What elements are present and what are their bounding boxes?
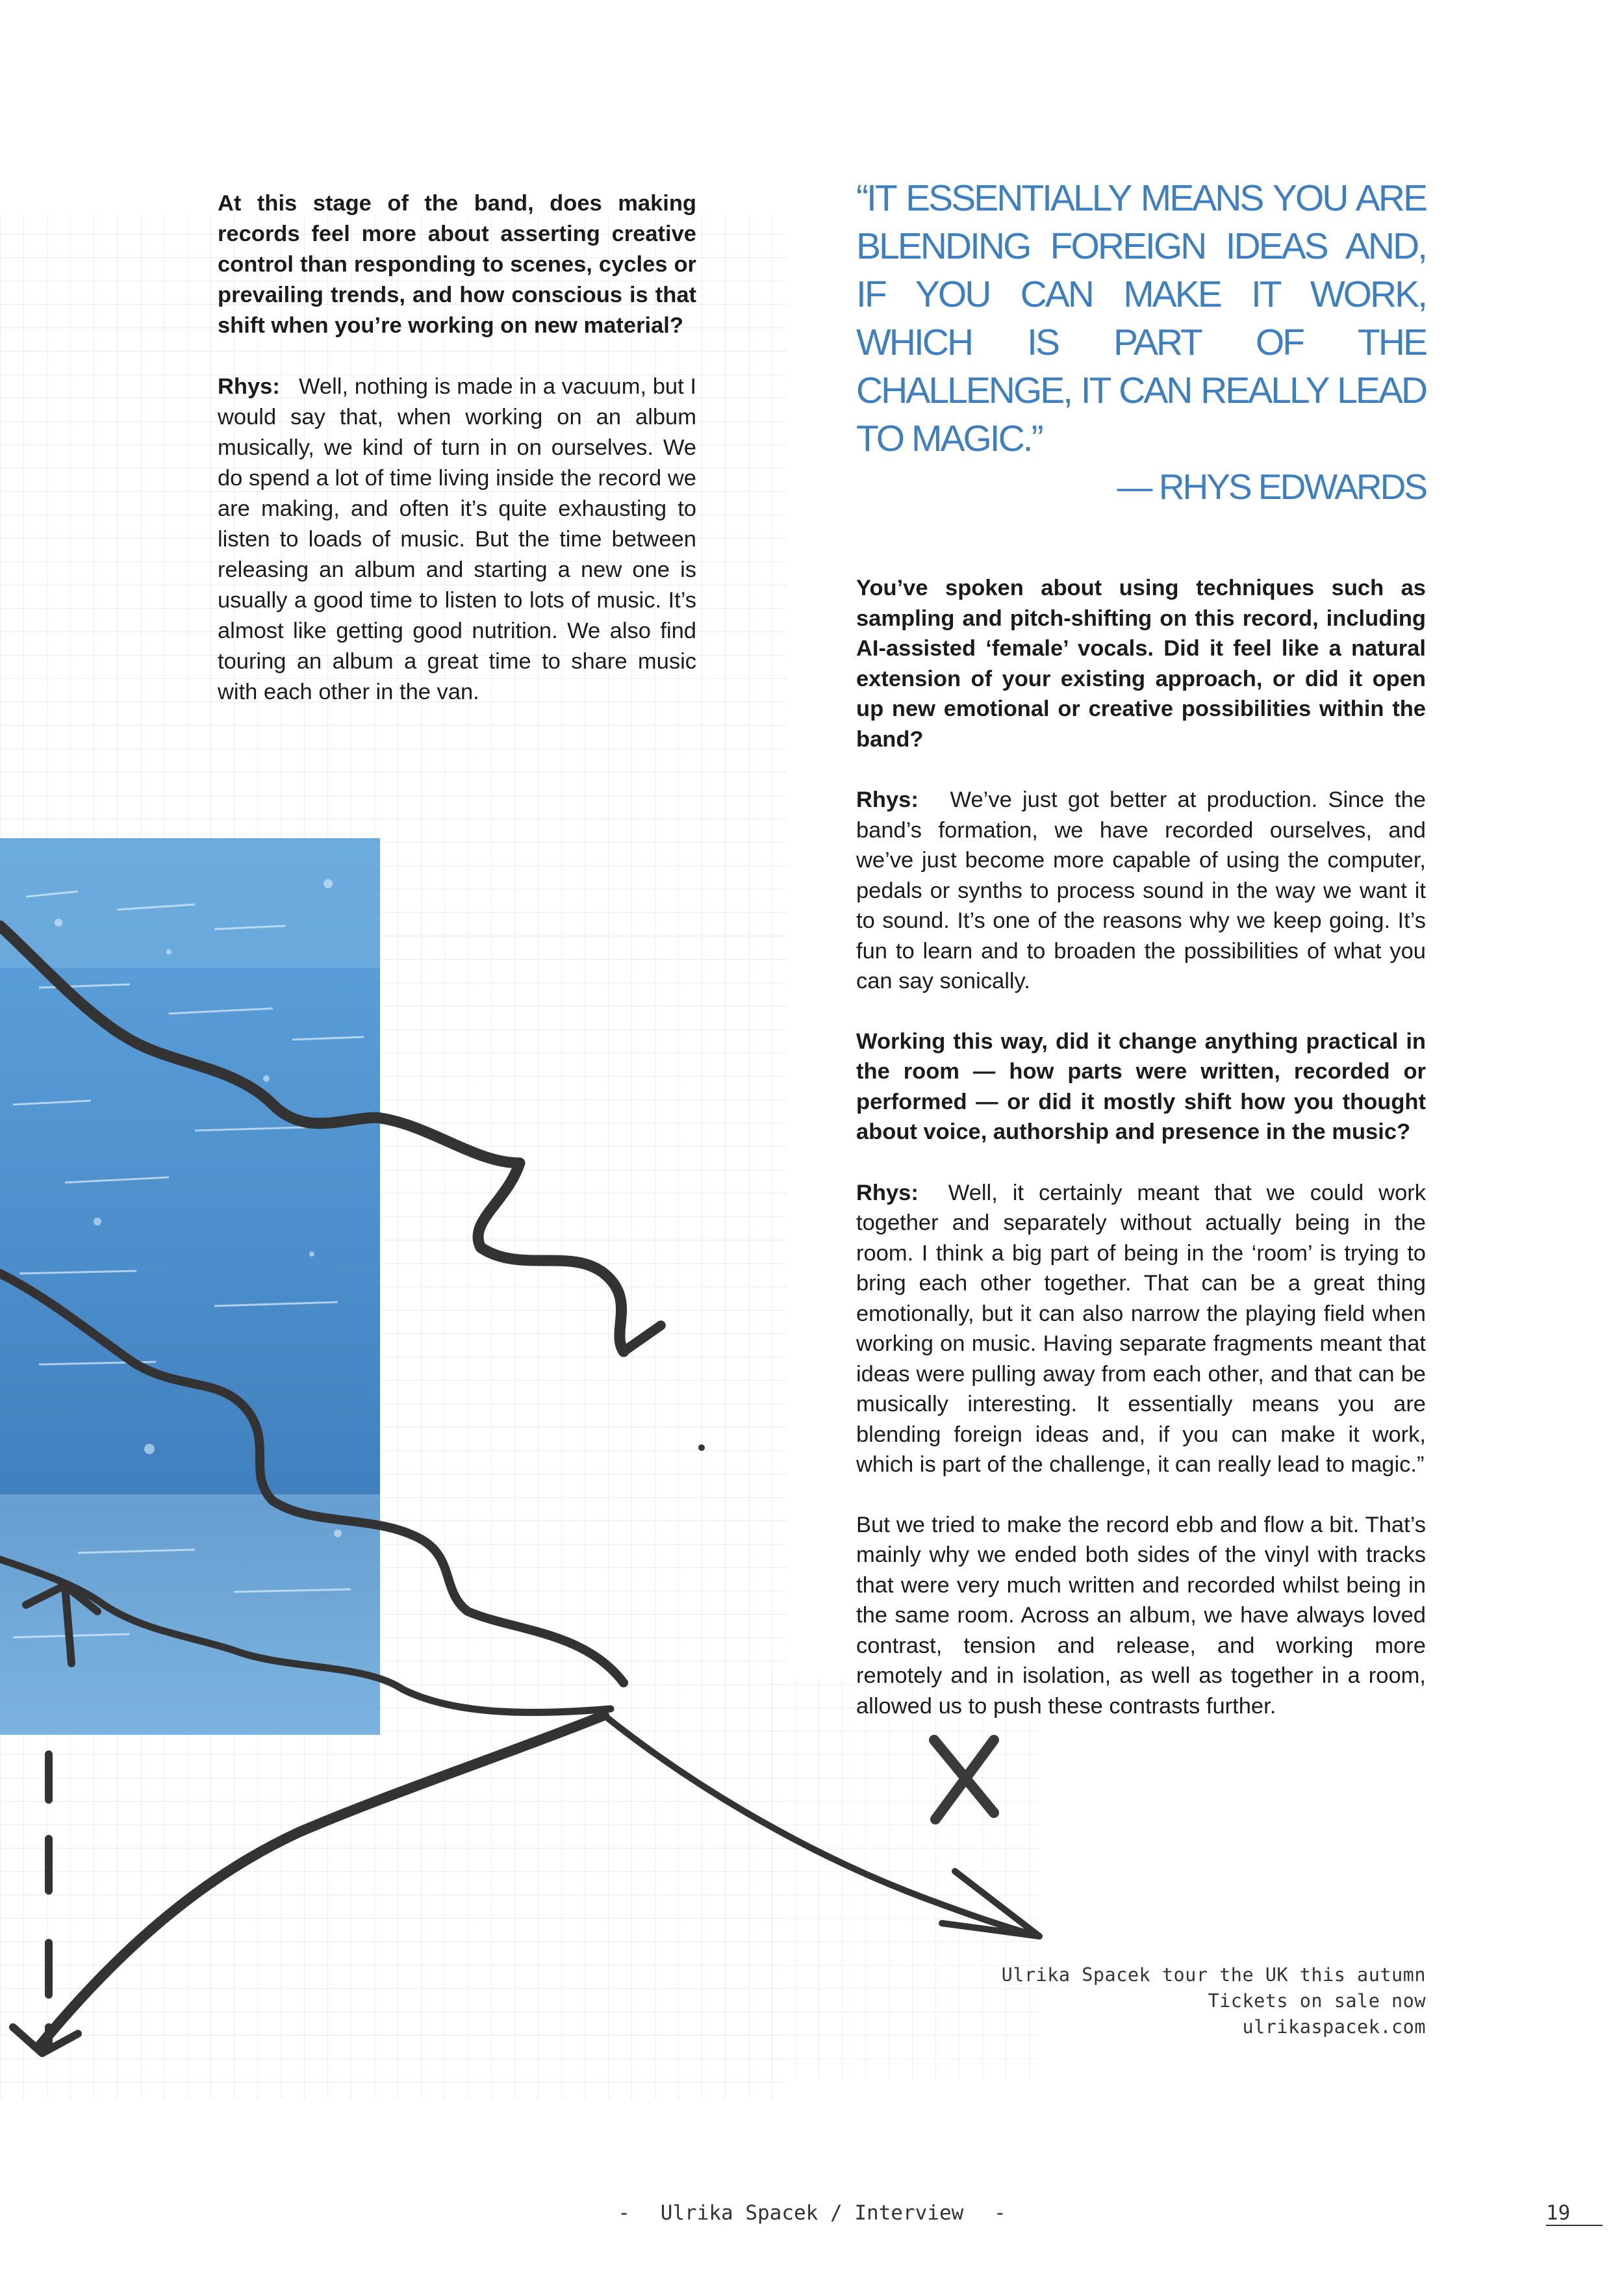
page-footer <box>0 2201 1624 2225</box>
page-number: 19 <box>1546 2201 1603 2226</box>
question-in-the-room: Working this way, did it change anything practical in the room — how parts were written, recorded or performed — or did it mostly shift how you thought about voice, authorship and presence in the music? <box>856 1029 1426 1144</box>
left-column <box>218 188 696 737</box>
answer-separately <box>856 1178 1426 1480</box>
footer-dash-right: - <box>993 2201 1006 2225</box>
answer-nutrition <box>218 372 696 708</box>
footer-section-title: Ulrika Spacek / Interview <box>660 2201 964 2225</box>
question-creative-control: At this stage of the band, does making records feel more about asserting creative control than responding to scenes, cycles or prevailing trends, and how conscious is that shift when you’re working on new material? <box>218 191 696 338</box>
pull-quote: “IT ESSENTIALLY MEANS YOU ARE BLENDING FOREIGN IDEAS AND, IF YOU CAN MAKE IT WORK, WHICH IS PART OF THE CHALLENGE, IT CAN REALLY LEAD TO MAGIC.” <box>856 177 1426 459</box>
right-column <box>856 174 1426 1751</box>
answer-text: Well, it certainly meant that we could work together and separately without actually being in the room. I think a big part of being in the ‘room’ is trying to bring each other together. That can be a great thing emotionally, but it can also narrow the playing field when working on music. Having separate fragments meant that ideas were pulling away from each other, and that can be musically interesting. It essentially means you are blending foreign ideas and, if you can make it work, which is part of the challenge, it can really lead to magic.” <box>856 1180 1426 1477</box>
answer-speaker: Rhys: <box>856 787 919 812</box>
tour-line: Ulrika Spacek tour the UK this autumn <box>1001 1964 1426 1986</box>
website-link[interactable]: ulrikaspacek.com <box>1242 2016 1426 2038</box>
answer-text: Well, nothing is made in a vacuum, but I would say that, when working on an album musically, we kind of turn in on ourselves. We do spend a lot of time living inside the record we are making, and often it’s quite exhausting to listen to loads of music. But the time between releasing an album and starting a new one is usually a good time to listen to lots of music. It’s almost like getting good nutrition. We also find touring an album a great time to share music with each other in the van. <box>218 374 696 704</box>
answer-production <box>856 785 1426 997</box>
cyanotype-photo <box>0 838 380 1735</box>
question-sampling: You’ve spoken about using techniques such as sampling and pitch-shifting on this record, including AI-assisted ‘female’ vocals. Did it feel like a natural extension of your existing approach, or did it open up new emotional or creative possibilities within the band? <box>856 576 1426 752</box>
answer-speaker: Rhys: <box>218 374 280 399</box>
tour-info <box>857 1962 1426 2040</box>
answer-speaker: Rhys: <box>856 1180 919 1205</box>
answer-ebb-and-flow: But we tried to make the record ebb and flow a bit. That’s mainly why we ended both sides of the vinyl with tracks that were very much written and recorded whilst being in the same room. Across an album, we have always loved contrast, tension and release, and working more remotely and in isolation, as well as together in a room, allowed us to push these contrasts further. <box>856 1512 1426 1719</box>
pull-quote-attribution: — RHYS EDWARDS <box>1117 467 1426 507</box>
answer-text: We’ve just got better at production. Since the band’s formation, we have recorded ourselves, and we’ve just become more capable of using the computer, pedals or synths to process sound in the way we want it to sound. It’s one of the reasons why we keep going. It’s fun to learn and to broaden the possibilities of what you can say sonically. <box>856 787 1426 993</box>
footer-dash-left: - <box>618 2201 631 2225</box>
tickets-line: Tickets on sale now <box>1208 1990 1426 2012</box>
